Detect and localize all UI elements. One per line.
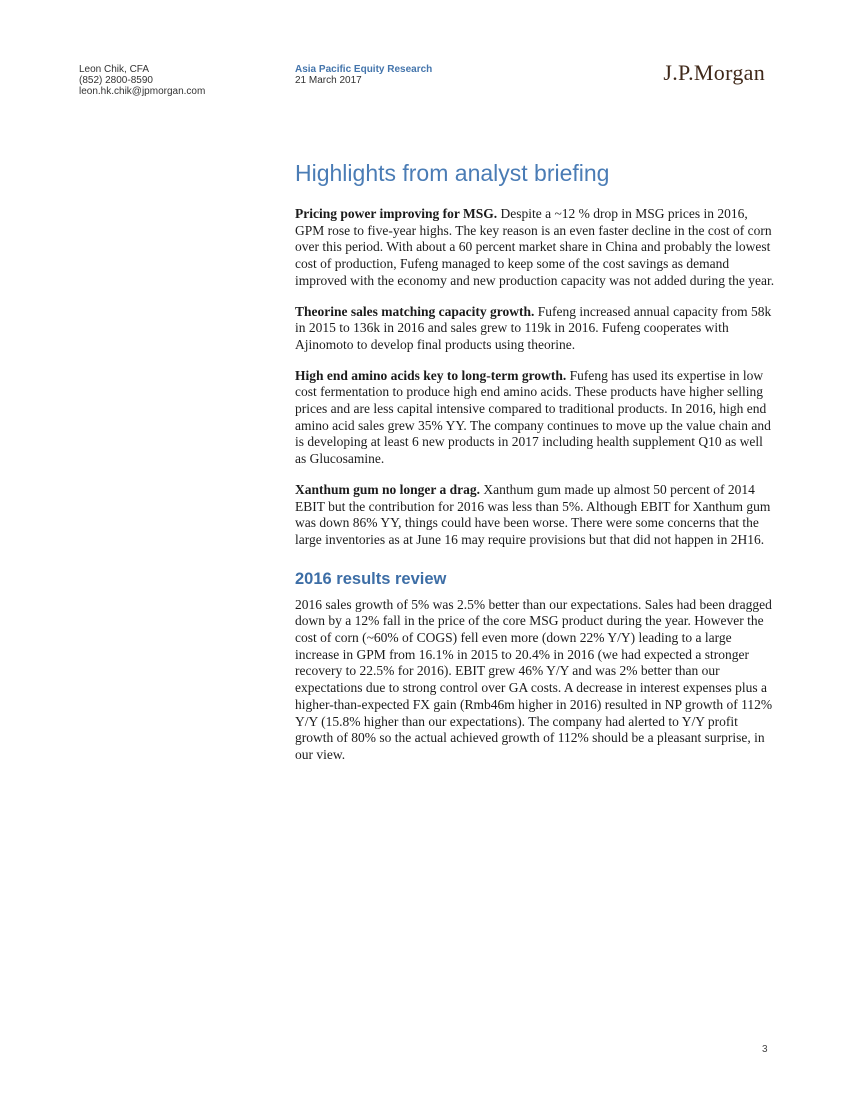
paragraph-text: Fufeng has used its expertise in low cost fermentation to produce high end amino acids. These products have higher selling prices and are less capital intensive compared to traditional products. In 2016, high end amino acid sales grew 35% YY. The company continues to move up the value chain and is developing at least 6 new products in 2017 including health supplement Q10 as well as Glucosamine. [295, 367, 771, 467]
analyst-phone: (852) 2800-8590 [79, 75, 153, 87]
report-date: 21 March 2017 [295, 75, 362, 87]
paragraph-text: Xanthum gum made up almost 50 percent of 2014 EBIT but the contribution for 2016 was less than 5%. Although EBIT for Xanthum gum was down 86% YY, things could have been worse. There were some concerns that the large inventories as at June 16 may require provisions but that did not happen in 2H16. [295, 481, 771, 547]
research-division-label: Asia Pacific Equity Research [295, 64, 433, 75]
paragraph-pricing-power [295, 206, 775, 290]
paragraph-lead: Theorine sales matching capacity growth. [295, 303, 535, 319]
analyst-email: leon.hk.chik@jpmorgan.com [79, 86, 206, 98]
paragraph-amino-acids [295, 368, 775, 468]
paragraph-text: Fufeng increased annual capacity from 58k in 2015 to 136k in 2016 and sales grew to 119k in 2016. Fufeng cooperates with Ajinomoto to develop final products using theorine. [295, 303, 772, 352]
paragraph-text: Despite a ~12 % drop in MSG prices in 2016, GPM rose to five-year highs. The key reason is an even faster decline in the cost of corn over this period. With about a 60 percent market share in China and probably the lowest cost of production, Fufeng managed to keep some of the cost savings as demand improved with the economy and new production capacity was not added during the year. [295, 206, 775, 288]
page-number: 3 [762, 1044, 768, 1055]
analyst-name: Leon Chik, CFA [79, 64, 150, 75]
paragraph-lead: Xanthum gum no longer a drag. [295, 481, 481, 497]
jpmorgan-logo: J.P.Morgan [663, 60, 765, 85]
page-title: Highlights from analyst briefing [295, 160, 610, 186]
paragraph-xanthum-gum [295, 482, 775, 549]
paragraph-lead: High end amino acids key to long-term growth. [295, 367, 567, 383]
paragraph-2016-results: 2016 sales growth of 5% was 2.5% better than our expectations. Sales had been dragged down by a 12% fall in the price of the core MSG product during the year. However the cost of corn (~60% of COGS) fell even more (down 22% Y/Y) leading to a large increase in GPM from 16.1% in 2015 to 20.4% in 2016 (we had expected a stronger recovery to 22.5% for 2016). EBIT grew 46% Y/Y and was 2% better than our expectations due to strong control over GA costs. A decrease in interest expenses plus a higher-than-expected FX gain (Rmb46m higher in 2016) resulted in NP growth of 112% Y/Y (15.8% higher than our expectations). The company had alerted to Y/Y profit growth of 80% so the actual achieved growth of 112% should be a pleasant surprise, in our view. [295, 596, 773, 762]
analyst-contact-block [79, 64, 205, 98]
paragraph-lead: Pricing power improving for MSG. [295, 206, 498, 221]
research-header-block [295, 64, 432, 86]
paragraph-theorine-sales [295, 304, 775, 354]
article-body [295, 160, 775, 778]
section-heading-2016-results: 2016 results review [295, 569, 447, 588]
